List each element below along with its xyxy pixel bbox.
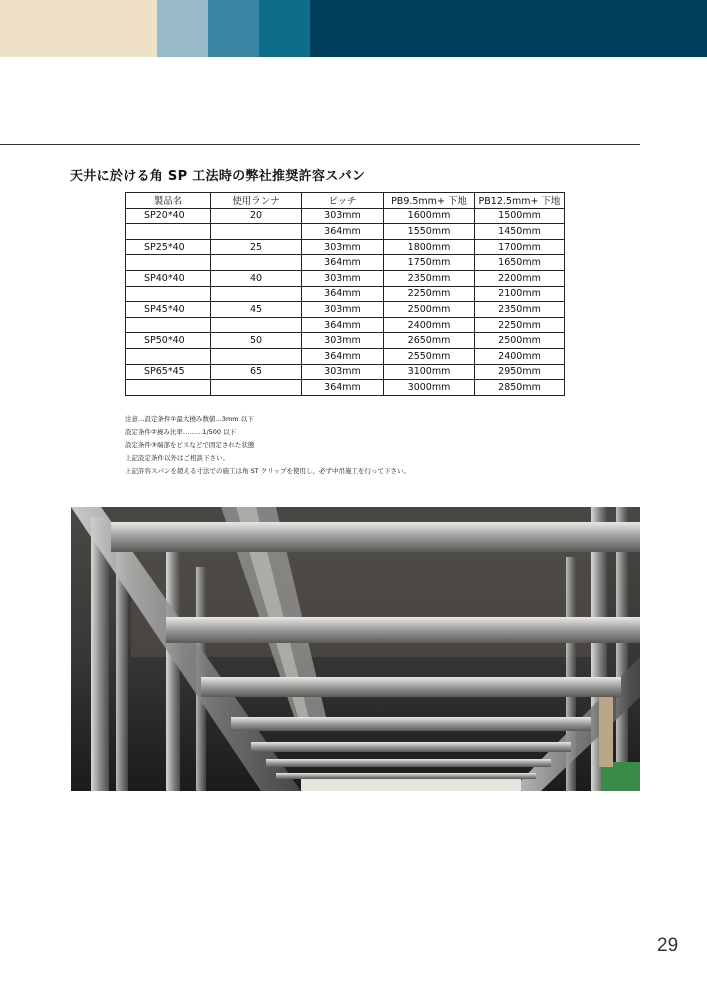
note-line: 上記許容スパンを超える寸法での施工は角 ST クリップを使用し、必ず中吊施工を行って下さい。 <box>125 467 410 475</box>
cell-pb95: 2350mm <box>384 270 475 286</box>
cell-runner <box>211 255 302 271</box>
cell-pb95: 1600mm <box>384 208 475 224</box>
cell-pb125: 2500mm <box>475 333 565 349</box>
cell-pb95: 2250mm <box>384 286 475 302</box>
cell-product <box>126 255 211 271</box>
cell-runner: 50 <box>211 333 302 349</box>
cell-runner: 40 <box>211 270 302 286</box>
cell-pb125: 2250mm <box>475 317 565 333</box>
cell-product: SP50*40 <box>126 333 211 349</box>
cell-product <box>126 380 211 396</box>
cell-product: SP45*40 <box>126 302 211 318</box>
cell-product <box>126 286 211 302</box>
cell-pb125: 1700mm <box>475 239 565 255</box>
cell-pb95: 2650mm <box>384 333 475 349</box>
cell-runner: 65 <box>211 364 302 380</box>
cell-pb95: 1800mm <box>384 239 475 255</box>
table-row <box>126 380 565 396</box>
note-line: 設定条件②撓み比率………1/500 以下 <box>125 428 237 436</box>
col-header-pb125: PB12.5mm+ 下地 <box>475 193 565 209</box>
header-band-beige <box>0 0 157 57</box>
table-row <box>126 333 565 349</box>
cell-pb95: 2400mm <box>384 317 475 333</box>
cell-pb95: 1550mm <box>384 224 475 240</box>
cell-pb95: 3100mm <box>384 364 475 380</box>
cell-pb125: 1650mm <box>475 255 565 271</box>
section-divider <box>0 144 640 145</box>
note-line: 注意…設定条件①最大撓み数値…3mm 以下 <box>125 415 254 423</box>
table-row <box>126 270 565 286</box>
header-band-teal <box>259 0 310 57</box>
table-row <box>126 224 565 240</box>
table-row <box>126 364 565 380</box>
cell-runner: 45 <box>211 302 302 318</box>
cell-pitch: 364mm <box>302 317 384 333</box>
cell-pb125: 2200mm <box>475 270 565 286</box>
table-row <box>126 255 565 271</box>
cell-pitch: 303mm <box>302 364 384 380</box>
cell-runner <box>211 286 302 302</box>
cell-runner: 25 <box>211 239 302 255</box>
section-title: 天井に於ける角 SP 工法時の弊社推奨許容スパン <box>70 169 366 184</box>
cell-pb125: 1500mm <box>475 208 565 224</box>
note-line: 設定条件③端部をビスなどで固定された状態 <box>125 441 255 449</box>
cell-runner <box>211 224 302 240</box>
table-row <box>126 208 565 224</box>
ceiling-frame-photo <box>71 507 640 791</box>
table-header-row <box>126 193 565 209</box>
header-band-navy <box>310 0 707 57</box>
table-row <box>126 286 565 302</box>
cell-pb95: 3000mm <box>384 380 475 396</box>
cell-runner: 20 <box>211 208 302 224</box>
page-number: 29 <box>657 935 679 956</box>
cell-product: SP40*40 <box>126 270 211 286</box>
cell-pitch: 303mm <box>302 302 384 318</box>
header-band-mid-blue <box>208 0 259 57</box>
cell-product <box>126 317 211 333</box>
span-table <box>125 192 565 396</box>
cell-pb125: 2400mm <box>475 348 565 364</box>
cell-pb125: 2850mm <box>475 380 565 396</box>
table-row <box>126 239 565 255</box>
cell-pitch: 303mm <box>302 333 384 349</box>
cell-runner <box>211 348 302 364</box>
col-header-pb95: PB9.5mm+ 下地 <box>384 193 475 209</box>
cell-pb95: 2500mm <box>384 302 475 318</box>
cell-pb125: 2950mm <box>475 364 565 380</box>
cell-pitch: 364mm <box>302 255 384 271</box>
cell-pitch: 303mm <box>302 239 384 255</box>
cell-product: SP20*40 <box>126 208 211 224</box>
cell-pitch: 303mm <box>302 208 384 224</box>
col-header-product: 製品名 <box>126 193 211 209</box>
col-header-runner: 使用ランナ <box>211 193 302 209</box>
cell-pb125: 2100mm <box>475 286 565 302</box>
cell-product: SP25*40 <box>126 239 211 255</box>
notes-block <box>125 413 410 478</box>
cell-product <box>126 348 211 364</box>
cell-pb125: 1450mm <box>475 224 565 240</box>
cell-pitch: 364mm <box>302 380 384 396</box>
cell-pitch: 364mm <box>302 286 384 302</box>
cell-runner <box>211 380 302 396</box>
cell-pitch: 303mm <box>302 270 384 286</box>
table-row <box>126 348 565 364</box>
cell-pitch: 364mm <box>302 348 384 364</box>
cell-product <box>126 224 211 240</box>
table-row <box>126 317 565 333</box>
cell-runner <box>211 317 302 333</box>
header-band-light-blue <box>157 0 208 57</box>
cell-pb95: 1750mm <box>384 255 475 271</box>
col-header-pitch: ピッチ <box>302 193 384 209</box>
cell-product: SP65*45 <box>126 364 211 380</box>
cell-pb95: 2550mm <box>384 348 475 364</box>
note-line: 上記設定条件以外はご相談下さい。 <box>125 454 229 462</box>
table-row <box>126 302 565 318</box>
cell-pitch: 364mm <box>302 224 384 240</box>
cell-pb125: 2350mm <box>475 302 565 318</box>
